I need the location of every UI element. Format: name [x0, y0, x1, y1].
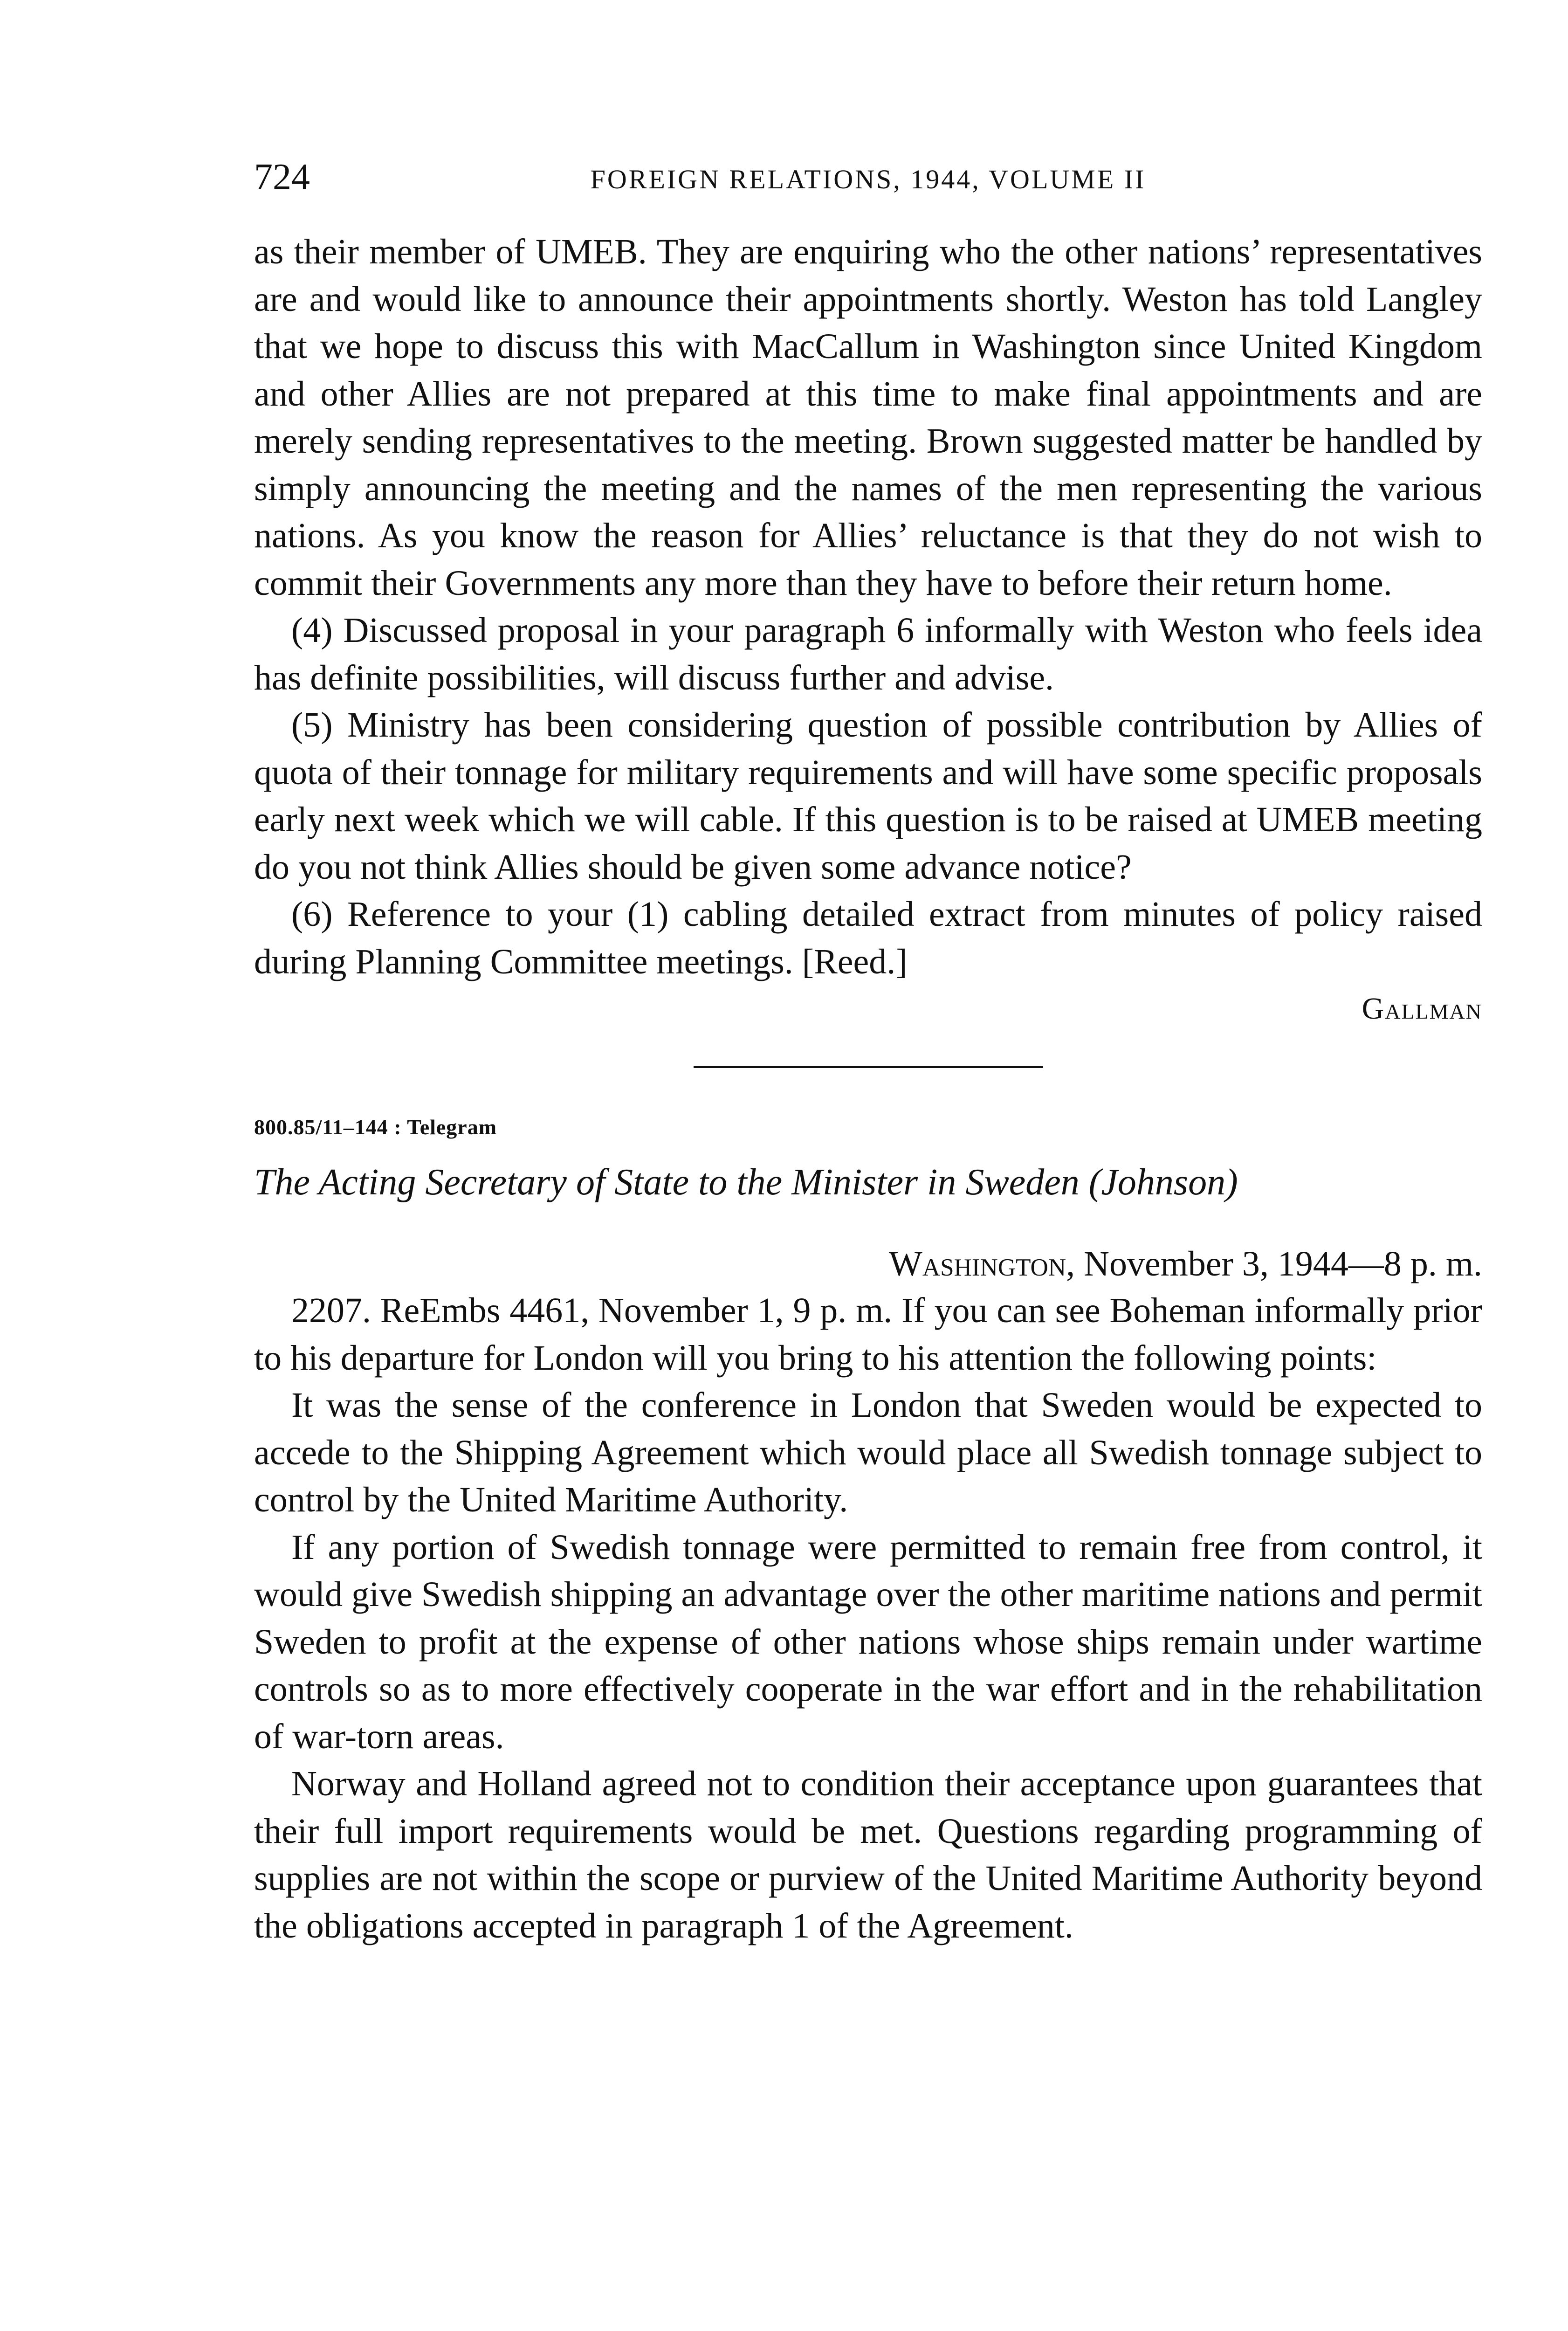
document-page: [254, 154, 1482, 1950]
telegram-document: [254, 1111, 1482, 1950]
body-paragraph: 2207. ReEmbs 4461, November 1, 9 p. m. If you can see Boheman informally prior to his departure for London will you bring to his attention the following points:: [254, 1291, 1482, 1378]
continued-paragraph: (5) Ministry has been considering question of possible contribution by Allies of quota of their tonnage for military requirements and will have some specific proposals early next week which we will cable. If this question is to be raised at UMEB meeting do you not think Allies should be given some advance notice?: [254, 705, 1482, 887]
section-divider: [694, 1066, 1043, 1068]
body-paragraph: If any portion of Swedish tonnage were permitted to remain free from control, it would give Swedish shipping an advantage over the other maritime nations and permit Sweden to profit at the expense of other nations whose ships remain under wartime controls so as to more effectively cooperate in the war effort and in the rehabilitation of war-torn areas.: [254, 1527, 1482, 1756]
file-reference: 800.85/11–144 : Telegram: [254, 1115, 497, 1139]
continued-telegram: [254, 228, 1482, 1032]
dateline-date: November 3, 1944—8 p. m.: [1075, 1244, 1482, 1283]
continued-paragraph: (6) Reference to your (1) cabling detailed extract from minutes of policy raised during Planning Committee meetings. [Reed.]: [254, 895, 1482, 981]
document-title: The Acting Secretary of State to the Minister in Sweden (Johnson): [254, 1162, 1238, 1203]
body-paragraph: Norway and Holland agreed not to condition their acceptance upon guarantees that their full import requirements would be met. Questions regarding programming of supplies are not within the scope or purview of the United Maritime Authority beyond the obligations accepted in paragraph 1 of the Agreement.: [254, 1764, 1482, 1945]
dateline-place: Washington,: [889, 1244, 1075, 1283]
running-head: FOREIGN RELATIONS, 1944, VOLUME II: [590, 164, 1146, 194]
body-paragraph: It was the sense of the conference in London that Sweden would be expected to accede to the Shipping Agreement which would place all Swedish tonnage subject to control by the United Maritime Authority.: [254, 1386, 1482, 1519]
continued-paragraph: (4) Discussed proposal in your paragraph 6 informally with Weston who feels idea has definite possibilities, will discuss further and advise.: [254, 611, 1482, 697]
page-header: [254, 154, 1482, 210]
signature: Gallman: [1362, 992, 1482, 1026]
dateline: [254, 1241, 1482, 1287]
page-number: 724: [254, 157, 310, 198]
continued-paragraph: as their member of UMEB. They are enquiring who the other nations’ representatives are and would like to announce their appointments shortly. Weston has told Langley that we hope to discuss this with MacCallum in Washington since United Kingdom and other Allies are not prepared at this time to make final appointments and are merely sending representatives to the meeting. Brown suggested matter be handled by simply announcing the meeting and the names of the men representing the various nations. As you know the reason for Allies’ reluctance is that they do not wish to commit their Governments any more than they have to before their return home.: [254, 232, 1482, 603]
